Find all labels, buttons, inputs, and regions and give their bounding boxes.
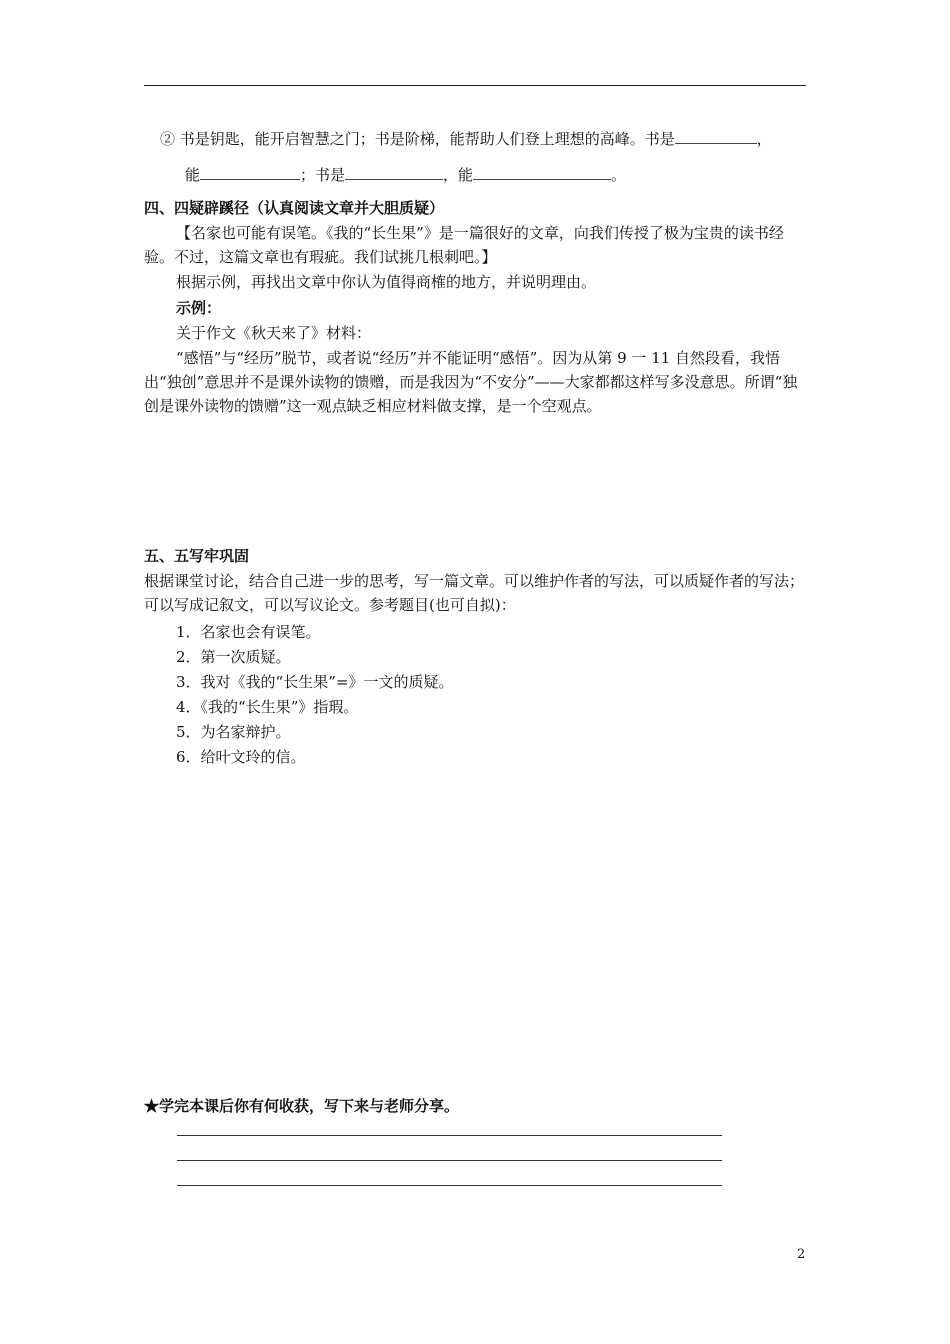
section4-heading: 四、四疑辟蹊径（认真阅读文章并大胆质疑） [144,199,445,217]
q2-comma: ， [756,130,772,148]
q2-period: 。 [611,166,627,184]
q2-text-a: 能 [185,166,201,184]
example-body: “感悟”与“经历”脱节，或者说“经历”并不能证明“感悟”。因为从第 9 一 11 自然段看，我悟出“独创”意思并不是课外读物的馈赠，而是我因为“不安分”——大家都都这样写多没意思。所谓“独创是课外读物的馈赠”这一观点缺乏相应材料做支撑，是一个空观点。 [144,349,798,415]
reflection-prompt: ★学完本课后你有何收获，写下来与老师分享。 [144,1097,460,1115]
header-rule [144,85,806,86]
q2-blank-1[interactable] [675,129,757,144]
q2-text-b: ；书是 [300,166,346,184]
q2-line-1 [160,129,772,149]
topic-item: 3．我对《我的“长生果”=》一文的质疑。 [176,673,454,691]
section4-intro: 【名家也可能有误笔。《我的“长生果”》是一篇很好的文章，向我们传授了极为宝贵的读书经验。不过，这篇文章也有瑕疵。我们试挑几根刺吧。】 [144,224,784,266]
section4-instruction: 根据示例，再找出文章中你认为值得商榷的地方，并说明理由。 [176,273,597,291]
topic-item: 1．名家也会有误笔。 [176,623,321,641]
q2-blank-3[interactable] [345,165,443,180]
page-number: 2 [797,1247,806,1262]
example-reference: 关于作文《秋天来了》材料： [176,324,372,342]
writing-line-3[interactable] [177,1185,722,1186]
writing-line-2[interactable] [177,1160,722,1161]
q2-text: ② 书是钥匙，能开启智慧之门；书是阶梯，能帮助人们登上理想的高峰。书是 [160,130,675,148]
topic-item: 5．为名家辩护。 [176,723,291,741]
topic-item: 6．给叶文玲的信。 [176,748,306,766]
topic-item: 4．《我的“长生果”》指瑕。 [176,698,359,716]
topic-item: 2．第一次质疑。 [176,648,291,666]
section5-heading: 五、五写牢巩固 [144,547,250,565]
q2-blank-4[interactable] [473,165,611,180]
writing-line-1[interactable] [177,1135,722,1136]
q2-line-2 [185,165,626,185]
q2-blank-2[interactable] [200,165,300,180]
q2-text-c: ，能 [443,166,474,184]
example-label: 示例： [176,299,222,317]
section5-body: 根据课堂讨论，结合自己进一步的思考，写一篇文章。可以维护作者的写法，可以质疑作者的写法；可以写成记叙文，可以写议论文。参考题目(也可自拟)： [144,572,805,614]
